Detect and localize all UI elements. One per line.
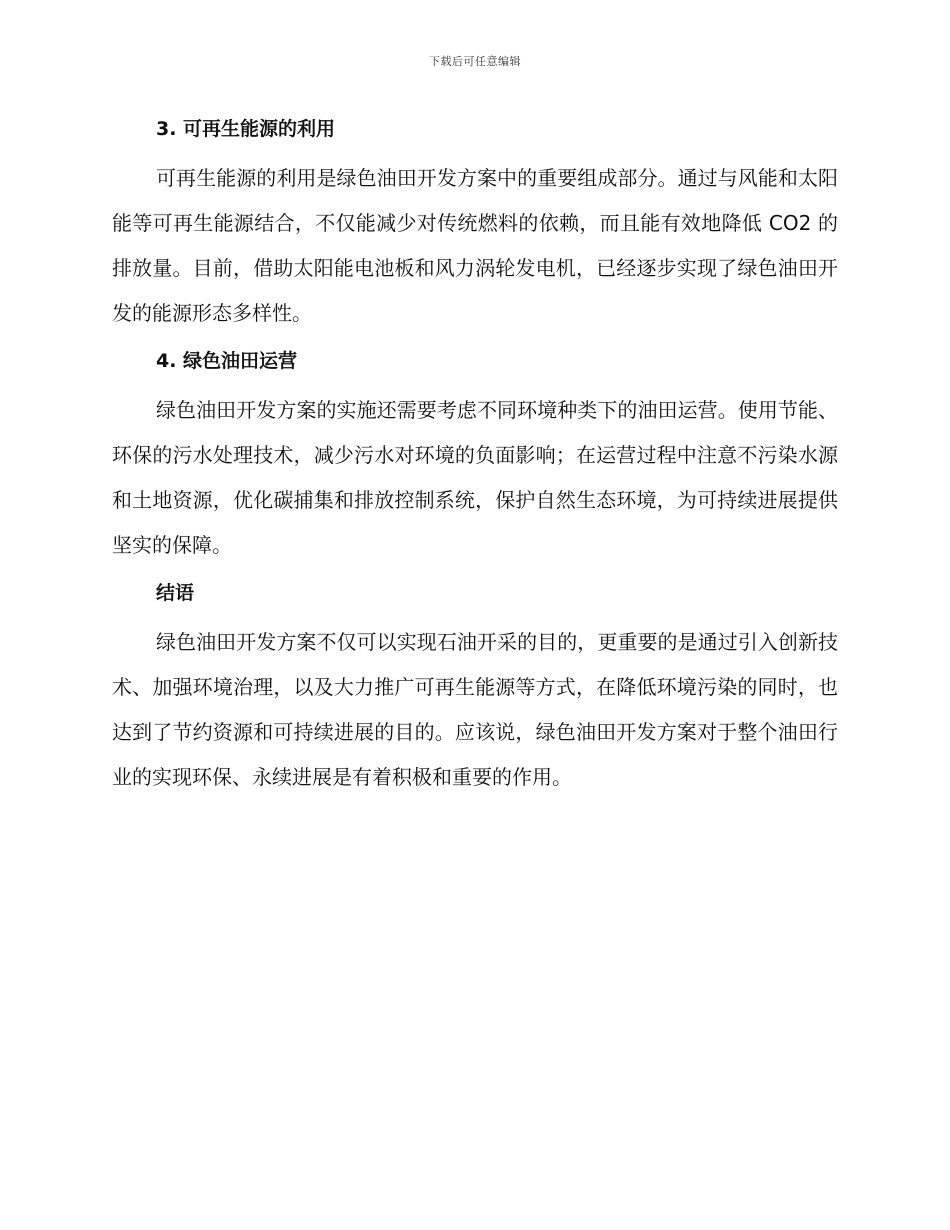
section-conclusion [112, 576, 838, 800]
section-heading: 3. 可再生能源的利用 [156, 118, 336, 140]
section-green-operations [112, 344, 838, 568]
document-body [112, 112, 838, 800]
section-paragraph: 可再生能源的利用是绿色油田开发方案中的重要组成部分。通过与风能和太阳能等可再生能源结合，不仅能减少对传统燃料的依赖，而且能有效地降低 CO2 的排放量。目前，借助太阳能电池板和风力涡轮发电机，已经逐步实现了绿色油田开发的能源形态多样性。 [112, 166, 838, 325]
section-heading: 4. 绿色油田运营 [156, 350, 298, 372]
page-header: 下载后可任意编辑 [429, 55, 521, 68]
section-paragraph: 绿色油田开发方案不仅可以实现石油开采的目的，更重要的是通过引入创新技术、加强环境治理，以及大力推广可再生能源等方式，在降低环境污染的同时，也达到了节约资源和可持续进展的目的。应该说，绿色油田开发方案对于整个油田行业的实现环保、永续进展是有着积极和重要的作用。 [112, 630, 838, 789]
section-renewable-energy [112, 112, 838, 336]
section-heading: 结语 [156, 582, 195, 604]
section-paragraph: 绿色油田开发方案的实施还需要考虑不同环境种类下的油田运营。使用节能、环保的污水处理技术，减少污水对环境的负面影响；在运营过程中注意不污染水源和土地资源，优化碳捕集和排放控制系统，保护自然生态环境，为可持续进展提供坚实的保障。 [112, 398, 838, 557]
